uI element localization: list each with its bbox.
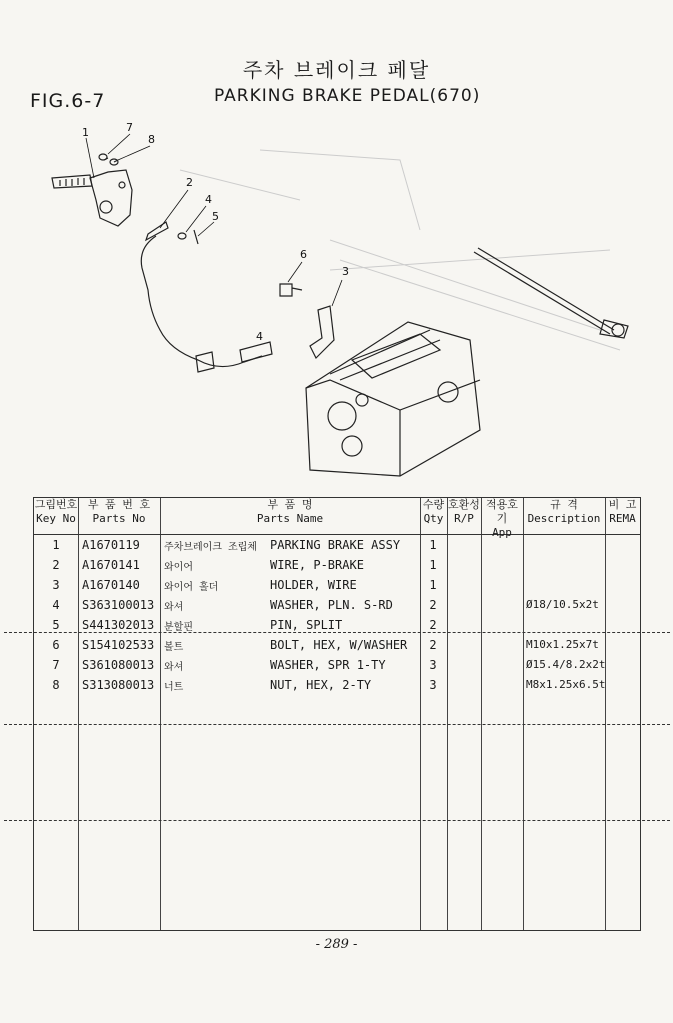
parts-table bbox=[33, 497, 641, 931]
cell-name-en: HOLDER, WIRE bbox=[270, 578, 357, 592]
cell-part-no: S361080013 bbox=[82, 658, 155, 672]
callout-4b: 4 bbox=[256, 330, 263, 343]
header-rp: 호환성 R/P bbox=[448, 498, 480, 525]
cell-name-kr: 와이어 bbox=[164, 562, 193, 573]
cell-desc: Ø18/10.5x2t bbox=[526, 598, 599, 611]
header-parts-name: 부 품 명 Parts Name bbox=[256, 498, 324, 525]
cell-name-kr: 분할핀 bbox=[164, 622, 193, 633]
cell-part-no: S313080013 bbox=[82, 678, 155, 692]
cell-name-kr: 와이어 홀더 bbox=[164, 582, 219, 593]
cell-name-en: WASHER, SPR 1-TY bbox=[270, 658, 386, 672]
cell-name-kr: 너트 bbox=[164, 682, 184, 693]
figure-label: FIG.6-7 bbox=[30, 90, 106, 112]
cell-key: 1 bbox=[52, 538, 60, 552]
callout-7: 7 bbox=[126, 121, 133, 134]
cell-name-kr: 와셔 bbox=[164, 662, 184, 673]
table-row bbox=[34, 598, 640, 618]
cell-part-no: S363100013 bbox=[82, 598, 155, 612]
table-row bbox=[34, 558, 640, 578]
brake-wire-part bbox=[141, 236, 262, 367]
cell-key: 2 bbox=[52, 558, 60, 572]
cell-key: 7 bbox=[52, 658, 60, 672]
cell-name-kr: 볼트 bbox=[164, 642, 184, 653]
cell-name-en: PARKING BRAKE ASSY bbox=[270, 538, 401, 552]
cell-key: 5 bbox=[52, 618, 60, 632]
cell-part-no: A1670119 bbox=[82, 538, 140, 552]
parking-brake-diagram bbox=[0, 110, 673, 495]
table-row bbox=[34, 618, 640, 638]
callout-3: 3 bbox=[342, 265, 349, 278]
cell-key: 8 bbox=[52, 678, 60, 692]
cell-name-kr: 주차브레이크 조립체 bbox=[164, 542, 257, 553]
cell-part-no: A1670141 bbox=[82, 558, 140, 572]
table-row bbox=[34, 538, 640, 558]
row-divider bbox=[4, 820, 670, 821]
cell-key: 4 bbox=[52, 598, 60, 612]
cell-part-no: S441302013 bbox=[82, 618, 155, 632]
cell-qty: 2 bbox=[429, 598, 437, 612]
cell-desc: Ø15.4/8.2x2t bbox=[526, 658, 606, 671]
cell-qty: 3 bbox=[429, 658, 437, 672]
callout-2: 2 bbox=[186, 176, 193, 189]
header-remark: 비 고 REMA bbox=[608, 498, 637, 525]
cell-name-en: BOLT, HEX, W/WASHER bbox=[270, 638, 408, 652]
page-number: - 289 - bbox=[315, 937, 358, 952]
cell-qty: 3 bbox=[429, 678, 437, 692]
cell-name-en: NUT, HEX, 2-TY bbox=[270, 678, 372, 692]
cell-qty: 1 bbox=[429, 558, 437, 572]
header-description: 규 격 Description bbox=[527, 498, 601, 525]
cell-key: 3 bbox=[52, 578, 60, 592]
cell-qty: 1 bbox=[429, 578, 437, 592]
callout-8: 8 bbox=[148, 133, 155, 146]
cell-desc: M10x1.25x7t bbox=[526, 638, 599, 651]
header-app: 적용호기 App bbox=[486, 498, 518, 539]
page-title-korean: 주차 브레이크 페달 bbox=[242, 58, 431, 82]
cell-key: 6 bbox=[52, 638, 60, 652]
table-row bbox=[34, 658, 640, 678]
table-row bbox=[34, 578, 640, 598]
header-key-no: 그림번호 Key No bbox=[34, 498, 78, 525]
callout-1: 1 bbox=[82, 126, 89, 139]
cell-part-no: S154102533 bbox=[82, 638, 155, 652]
callout-4: 4 bbox=[205, 193, 212, 206]
cell-name-kr: 와셔 bbox=[164, 602, 184, 613]
cell-qty: 2 bbox=[429, 618, 437, 632]
callout-6: 6 bbox=[300, 248, 307, 261]
cell-name-en: WASHER, PLN. S-RD bbox=[270, 598, 393, 612]
cell-part-no: A1670140 bbox=[82, 578, 140, 592]
table-row bbox=[34, 678, 640, 698]
cell-name-en: PIN, SPLIT bbox=[270, 618, 343, 632]
cell-qty: 1 bbox=[429, 538, 437, 552]
row-divider bbox=[4, 632, 670, 633]
page-title-english: PARKING BRAKE PEDAL(670) bbox=[214, 86, 481, 106]
callout-5: 5 bbox=[212, 210, 219, 223]
table-row bbox=[34, 638, 640, 658]
row-divider bbox=[4, 724, 670, 725]
cell-desc: M8x1.25x6.5t bbox=[526, 678, 606, 691]
cell-name-en: WIRE, P-BRAKE bbox=[270, 558, 364, 572]
cell-qty: 2 bbox=[429, 638, 437, 652]
header-parts-no: 부 품 번 호 Parts No bbox=[87, 498, 151, 525]
header-qty: 수량 Qty bbox=[422, 498, 445, 525]
